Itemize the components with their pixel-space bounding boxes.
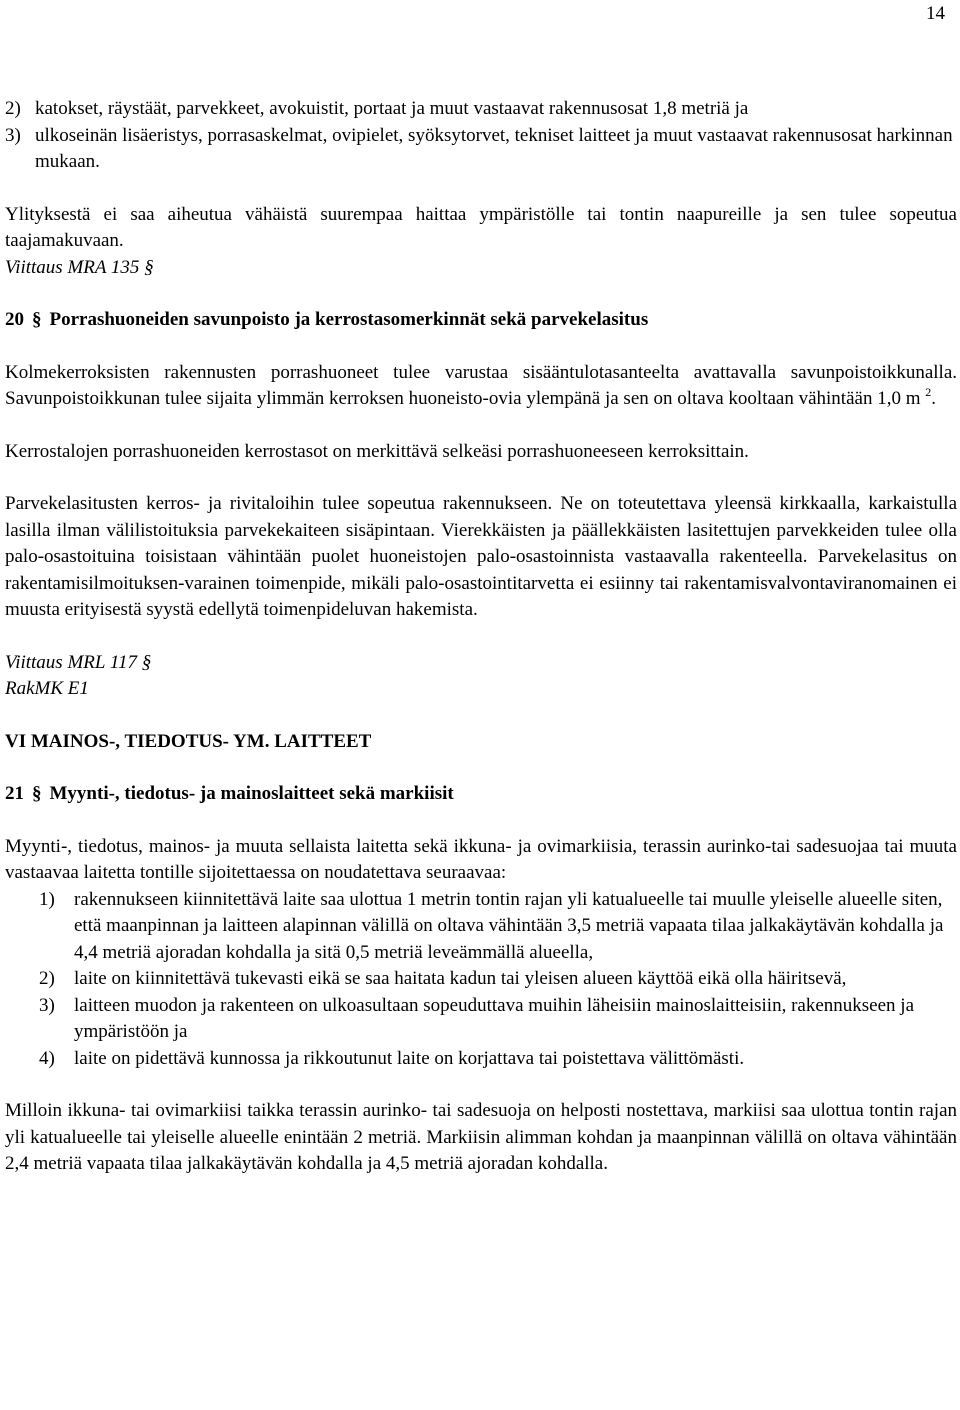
section-title: Porrashuoneiden savunpoisto ja kerrostasomerkinnät sekä parvekelasitus bbox=[49, 309, 649, 330]
section-symbol: § bbox=[32, 309, 42, 330]
reference-mrl bbox=[5, 650, 957, 677]
superscript: 2 bbox=[925, 385, 932, 399]
section-symbol: § bbox=[144, 256, 154, 278]
list-item-number: 3) bbox=[5, 124, 21, 146]
paragraph-ylitys: Ylityksestä ei saa aiheutua vähäistä suurempaa haittaa ympäristölle tai tontin naapureille ja sen tulee sopeutua taajamakuvaan. bbox=[5, 203, 957, 251]
page-number: 14 bbox=[926, 3, 945, 24]
list-item bbox=[5, 966, 957, 993]
list-item-text: laite on pidettävä kunnossa ja rikkoutunut laite on korjattava tai poistettava välittömästi. bbox=[74, 1047, 745, 1069]
paragraph-myynti: Myynti-, tiedotus, mainos- ja muuta sellaista laitetta sekä ikkuna- ja ovimarkiisia, terassin aurinko-tai sadesuojaa tai muuta vastaavaa laitetta tontille sijoitettaessa on noudatettava seuraavaa: bbox=[5, 835, 957, 883]
reference-rakmk: RakMK E1 bbox=[5, 678, 89, 699]
paragraph-markiisi: Milloin ikkuna- tai ovimarkiisi taikka terassin aurinko- tai sadesuoja on helposti nostettava, markiisi saa ulottua tontin rajan yli katualueelle tai yleiselle alueelle enintään 2 metriä. Markiisin alimman kohdan ja maanpinnan välillä on oltava vähintään 2,4 metriä vapaata tilaa jalkakäytävän kohdalla ja 4,5 metriä ajoradan kohdalla. bbox=[5, 1100, 957, 1174]
paragraph-kerrostasot: Kerrostalojen porrashuoneiden kerrostasot on merkittävä selkeäsi porrashuoneeseen kerroksittain. bbox=[5, 440, 749, 462]
list-item-number: 4) bbox=[39, 1047, 55, 1069]
section-title: Myynti-, tiedotus- ja mainoslaitteet sekä markiisit bbox=[49, 783, 454, 804]
list-item bbox=[5, 1046, 957, 1073]
list-item bbox=[5, 887, 957, 967]
list-item-number: 3) bbox=[39, 994, 55, 1016]
section-symbol: § bbox=[32, 783, 42, 804]
list-item bbox=[5, 96, 957, 123]
list-bottom bbox=[5, 887, 957, 1073]
list-item-text: katokset, räystäät, parvekkeet, avokuistit, portaat ja muut vastaavat rakennusosat 1,8 metriä ja bbox=[35, 98, 749, 119]
section-20-heading bbox=[5, 307, 957, 334]
paragraph-savunpoisto bbox=[5, 360, 957, 413]
paragraph-text: Kolmekerroksisten rakennusten porrashuoneet tulee varustaa sisääntulotasanteelta avattavalla savunpoistoikkunalla. Savunpoistoikkunan tulee sijaita ylimmän kerroksen huoneisto-ovia ylempänä ja sen on oltava kooltaan vähintään 1,0 m bbox=[5, 361, 957, 409]
list-item-number: 2) bbox=[5, 98, 21, 119]
list-item bbox=[5, 123, 957, 176]
chapter-heading: VI MAINOS-, TIEDOTUS- YM. LAITTEET bbox=[5, 730, 372, 752]
list-item-text: laitteen muodon ja rakenteen on ulkoasultaan sopeuduttava muihin läheisiin mainoslaitteisiin, rakennukseen ja ympäristöön ja bbox=[74, 994, 914, 1042]
list-item-number: 1) bbox=[39, 888, 55, 910]
paragraph-end: . bbox=[931, 388, 936, 409]
list-top bbox=[5, 96, 957, 176]
reference-mra bbox=[5, 255, 957, 282]
section-number: 20 bbox=[5, 309, 24, 330]
reference-text: Viittaus MRA 135 bbox=[5, 256, 140, 278]
page-content bbox=[5, 96, 957, 1178]
section-symbol: § bbox=[141, 651, 152, 673]
section-21-heading bbox=[5, 781, 957, 808]
section-number: 21 bbox=[5, 783, 24, 804]
list-item bbox=[5, 993, 957, 1046]
list-item-text: ulkoseinän lisäeristys, porrasaskelmat, ovipielet, syöksytorvet, tekniset laitteet ja muut vastaavat rakennusosat harkinnan mukaan. bbox=[35, 124, 953, 172]
paragraph-parvekelasitus: Parvekelasitusten kerros- ja rivitaloihin tulee sopeutua rakennukseen. Ne on toteutettava yleensä kirkkaalla, karkaistulla lasilla ilman välilistoituksia parvekekaiteen sisäpintaan. Vierekkäisten ja päällekkäisten lasitettujen parvekkeiden tulee olla palo-osastoituina toisistaan vähintään puolet huoneistojen palo-osastoinnista vastaavalla rakenteella. Parvekelasitus on rakentamisilmoituksen-varainen toimenpide, mikäli palo-osastointitarvetta ei esiinny tai rakentamisvalvontaviranomainen ei muusta erityisestä syystä edellytä toimenpideluvan hakemista. bbox=[5, 493, 957, 620]
list-item-text: rakennukseen kiinnitettävä laite saa ulottua 1 metrin tontin rajan yli katualueelle tai muulle yleiselle alueelle siten, että maanpinnan ja laitteen alapinnan välillä on oltava vähintään 3,5 metriä vapaata tilaa jalkakäytävän kohdalla ja 4,4 metriä ajoradan kohdalla ja sitä 0,5 metriä leveämmällä alueella, bbox=[74, 888, 944, 963]
list-item-text: laite on kiinnitettävä tukevasti eikä se saa haitata kadun tai yleisen alueen käyttöä eikä olla häiritsevä, bbox=[74, 968, 847, 989]
reference-text: Viittaus MRL 117 bbox=[5, 651, 137, 673]
list-item-number: 2) bbox=[39, 968, 55, 989]
